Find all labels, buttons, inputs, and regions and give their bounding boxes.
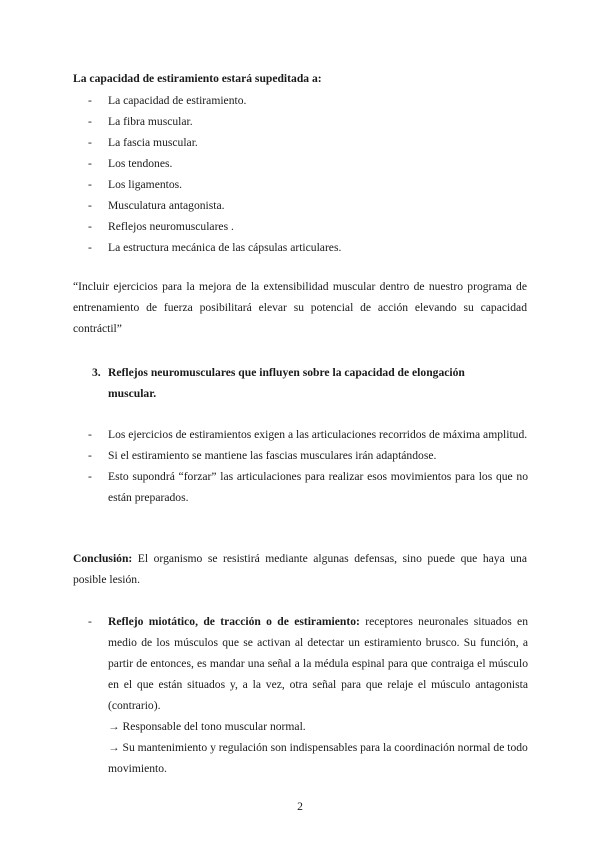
reflex-text: receptores neuronales situados en medio de los músculos que se activan al detectar un estiramiento brusco. Su función, a partir de entonces, es mandar una señal a la médula espinal para que contraiga el músculo en el que están situados y, a la vez, otra señal para que relaje el músculo antagonista (contrario). xyxy=(108,615,528,712)
reflex-arrow-note: → Responsable del tono muscular normal. xyxy=(108,720,306,733)
reflex-list xyxy=(88,611,528,779)
conclusion-label: Conclusión: xyxy=(73,552,133,565)
factors-list xyxy=(88,90,341,258)
section-title-line1: Reflejos neuromusculares que influyen sobre la capacidad de elongación xyxy=(108,366,465,379)
conclusion-paragraph xyxy=(73,548,527,590)
list-item: - La fibra muscular. xyxy=(88,111,341,132)
list-item: - Los tendones. xyxy=(88,153,341,174)
capacity-heading: La capacidad de estiramiento estará supeditada a: xyxy=(73,72,322,85)
section-number: 3. xyxy=(92,366,101,379)
list-item xyxy=(88,611,528,779)
list-item: - Si el estiramiento se mantiene las fascias musculares irán adaptándose. xyxy=(88,445,528,466)
section-heading xyxy=(92,362,527,404)
conclusion-text: El organismo se resistirá mediante algunas defensas, sino puede que haya una posible lesión. xyxy=(73,552,527,586)
page-number: 2 xyxy=(297,800,303,813)
list-item: - Esto supondrá “forzar” las articulaciones para realizar esos movimientos para los que no están preparados. xyxy=(88,466,528,508)
quote-paragraph: “Incluir ejercicios para la mejora de la extensibilidad muscular dentro de nuestro programa de entrenamiento de fuerza posibilitará elevar su potencial de acción elevando su capacidad contráctil” xyxy=(73,280,527,335)
list-item: - La capacidad de estiramiento. xyxy=(88,90,341,111)
reflex-title: Reflejo miotático, de tracción o de estiramiento: xyxy=(108,615,360,628)
list-item: - La fascia muscular. xyxy=(88,132,341,153)
section-list xyxy=(88,424,528,508)
list-item: - La estructura mecánica de las cápsulas articulares. xyxy=(88,237,341,258)
reflex-arrow-note: → Su mantenimiento y regulación son indispensables para la coordinación normal de todo movimiento. xyxy=(108,741,528,775)
list-item: - Musculatura antagonista. xyxy=(88,195,341,216)
list-item: - Reflejos neuromusculares . xyxy=(88,216,341,237)
list-item: - Los ejercicios de estiramientos exigen a las articulaciones recorridos de máxima amplitud. xyxy=(88,424,528,445)
section-title-line2: muscular. xyxy=(108,387,157,400)
list-item: - Los ligamentos. xyxy=(88,174,341,195)
